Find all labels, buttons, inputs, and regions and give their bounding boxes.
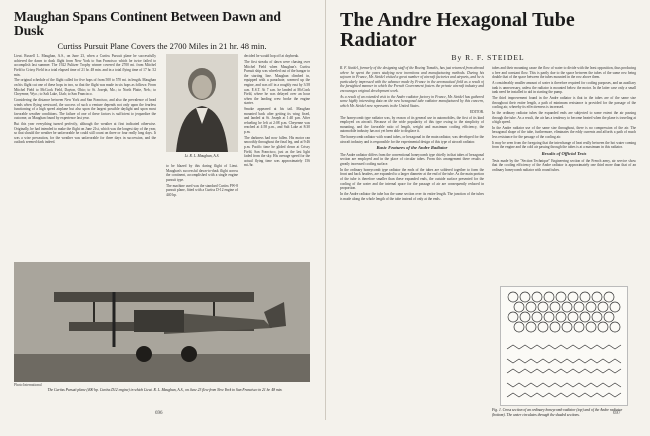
left-article-subtitle: Curtiss Pursuit Plane Covers the 2700 Miles in 21 hr. 48 min.: [57, 41, 267, 52]
editor-signature: EDITOR.: [469, 109, 484, 114]
paragraph: In the ordinary radiator tubes the expanded ends are subjected to some extent the air passing through the tube. As a result, the air has a tendency to become heated when the plane is traveling at a high speed.: [492, 110, 636, 125]
paragraph: Considering the distance between New York and San Francisco, and also the prevalence of head winds when flying westward, the success of such a venture depends not only upon the fearless functioning of a high speed airplane but also upon the largest possible daylight and upon most favorable weather conditions. The failure of one of these factors is sufficient to jeopardize the outcome, as Maughan found by experience last year.: [14, 97, 156, 121]
right-page: [328, 0, 650, 420]
round-tube-section: [508, 292, 620, 332]
maughan-portrait: [166, 54, 238, 152]
paragraph: The original schedule of the flight called for five hops of from 500 to 570 mi. in length. Maughan on his flight cut one of these hops in two, so that the flight was made in six hops as follows: From Mitchel Field to McCook Field, Dayton, Ohio; to St. Joseph, Mo.; to North Platte, Neb.; to Cheyenne, Wyo.; to Salt Lake, Utah; to San Francisco.: [14, 78, 156, 97]
right-article-title: The Andre Hexagonal Tube Radiator: [340, 9, 575, 51]
left-columns: [14, 54, 310, 284]
paragraph: The honeycomb radiator with round tubes, or hexagonal in the main radiator, was developed for the aircraft industry and is responsible for the experimental design of this type of aircraft radiator.: [340, 135, 484, 144]
article-byline: By R. F. STEIDEL: [451, 53, 525, 62]
portrait-caption: Lt. R. L. Maughan, A.S.: [184, 154, 220, 159]
section-heading-basic-features: Basic Features of the Andre Radiator: [376, 145, 448, 151]
paragraph: The honeycomb type radiator was, by reason of its general use in automobiles, the first of its kind employed on aircraft. Because of the wide popularity of this type owing to the simplicity of mounting, and the favorable ratio of length, weight and maximum cooling efficiency, the automobile industry has not yet been able to displace it.: [340, 115, 484, 134]
paragraph: It may be seen from the foregoing that the interchange of heat really between the hot water coming from the engine and the cold air passing through the tubes is at a maximum in this radiator.: [492, 140, 636, 150]
right-column-1: [340, 66, 484, 436]
paragraph: In the Andre radiator use of the same size throughout, there is no compression of the air. The hexagonal shape of the tube, furthermore, eliminates the eddy currents and affords a path of much less resistance for the passage of the cooling air.: [492, 125, 636, 140]
left-article-title: Maughan Spans Continent Between Dawn and Dusk: [14, 9, 281, 38]
radiator-cross-section-figure: [500, 286, 628, 406]
paragraph: The third improvement found in the Andre radiator is that in the tubes are of the same size throughout their entire length, a path of minimum resistance is provided for the passage of the cooling air, whereby its effectiveness is increased.: [492, 95, 636, 110]
paragraph: The first streaks of dawn were chasing over Mitchel Field when Maughan's Curtiss Pursuit ship was wheeled out of the hangar to the starting line. Maughan climbed in, equipped with a parachute, warmed up the engine, and was off in a roughly east by 3:58 a.m. E.S.T. At 7 a.m. he landed at McCook Field, where he was delayed over an hour when the landing crew broke the engine starter.: [244, 59, 310, 106]
paragraph: tubes and their mounting cause the flow of water to divide with the least opposition, thus producing a free and constant flow. This is partly due to the space between the tubes of the same row being double that of the space between the tubes mounted in the row above them.: [492, 66, 636, 80]
photo-credit: Photo International: [14, 383, 42, 387]
paragraph: But this year everything turned perfectly, although the weather at first indicated otherwise. Originally, he had intended to make the flight on June 21st, which was the longest day of the year, so that should the weather be unfavorable he could still count on three or four really long days. It was a wise precaution, for the weather was unfavorable for three days in succession, and the outlook seemed dark indeed.: [14, 122, 156, 145]
right-column-2: [492, 66, 636, 281]
airplane-photo-caption: The Curtiss Pursuit plane (400 hp. Curtiss D12 engine) in which Lieut. R. L. Maughan, A.S., on June 23 flew from New York to San Francisco in 21 hr. 48 min.: [47, 388, 283, 392]
paragraph: Smoke appeared at his tail. Maughan mounted back after getting its wing fixed, and landed at St. Joseph at 1:40 p.m. After refueling he left at 2:08 p.m. Cheyenne was reached at 4:58 p.m., and Salt Lake at 8:30 p.m.: [244, 107, 310, 135]
paragraph: In the Andre radiator the tube has the same section over its entire length. The junction of the tubes is made along the whole length of the tube instead of only at the ends.: [340, 191, 484, 201]
left-page: [0, 0, 322, 420]
paragraph: Tests made by the "Section Technique" Engineering section of the French army, air service show that the cooling efficiency of the Andre radiator is approximately one third more than that of an ordinary honeycomb radiator with round tubes.: [492, 158, 636, 172]
left-column-2: [244, 54, 310, 284]
paragraph: to be blazed by this daring flight of Lieut. Maughan's successful dawn-to-dusk flight across the continent, accomplished with a single engine pursuit type.: [166, 164, 238, 182]
radiator-diagram: [501, 287, 627, 405]
left-column-1: [14, 54, 156, 284]
editor-note-2: As a result of an extended visit to the Andre radiator factory in France, Mr. Steidel has gathered some highly interesting data on the new hexagonal tube radiator manufactured by this concern, which Mr. Steidel now represents in the United States.: [340, 94, 484, 108]
paragraph: decided he would hop off at daybreak.: [244, 54, 300, 59]
curtiss-pursuit-photo: [14, 262, 310, 382]
paragraph: The darkness had now fallen. His motor ran smoothly throughout the final leg, and at 9:46 p.m. Pacific time he glided down at Crissy Field, San Francisco, just as the last light faded from the sky. His average speed for the actual flying time was approximately 156 mi./hr.: [244, 135, 310, 168]
paragraph: Lieut. Russell L. Maughan, A.S., on June 23, when a Curtiss Pursuit plane he successfully achieved the dawn to dusk flight from New York to San Francisco which he twice failed to accomplish last summer. The 1922 Pulitzer Trophy winner covered the 2700 mi. from Mitchel Field to Crissy Field in a total elapsed time of 21 hr. 48 min. and in a total flying time of 17 hr. 52 min.: [14, 54, 156, 77]
airplane-image: [14, 262, 310, 382]
paragraph: The machine used was the standard Curtiss PW-8 pursuit plane, fitted with a Curtiss D-12 engine of 440 hp.: [166, 183, 238, 197]
portrait-image: [166, 54, 238, 152]
right-page-number: 697: [613, 411, 621, 416]
figure-caption: Fig. 1. Cross section of an ordinary honeycomb radiator (top) and of the Andre radiator (bottom). The water circulates through the shaded sections.: [492, 408, 623, 417]
hexagonal-tube-section: [507, 345, 621, 397]
editor-note: R. F. Steidel, formerly of the designing staff of the Boeing Tomalis, has just returned from abroad where he spent the years studying new inventions and manufacturing methods. During his sojourn in France, Mr. Steidel visited a great number of aircraft factories and airports, and he is particularly impressed with the advance made by France in the aeronautical field as a result of the farsighted manner in which the French Government fosters the private aircraft industry and encourages original development work.: [340, 66, 484, 93]
left-page-number: 696: [155, 411, 163, 416]
section-heading-official-tests: Results of Official Tests: [541, 151, 587, 157]
paragraph: In the ordinary honeycomb type radiator the ends of the tubes are soldered together to form the front and back headers, are expanded to a larger diameter at the end of the tube. As the main portion of the tube is therefore smaller than these expanded ends, the outside surface presented for the cooling of the water and the internal space for the passage of air are consequently reduced in proportion.: [340, 167, 484, 191]
page-gutter: [325, 0, 326, 420]
paragraph: A considerably smaller amount of water is therefore required for cooling purposes, and an auxiliary tank is unnecessary, unless the radiator is mounted below the motor. In the latter case only a small tank need be installed to aid in starting the pump.: [492, 80, 636, 95]
paragraph: The Andre radiator differs from the conventional honeycomb type chiefly in that tubes of hexagonal section are employed and in the place of circular tubes. From this arrangement there results a greatly increased cooling surface.: [340, 152, 484, 167]
left-column-mid: [166, 164, 238, 274]
